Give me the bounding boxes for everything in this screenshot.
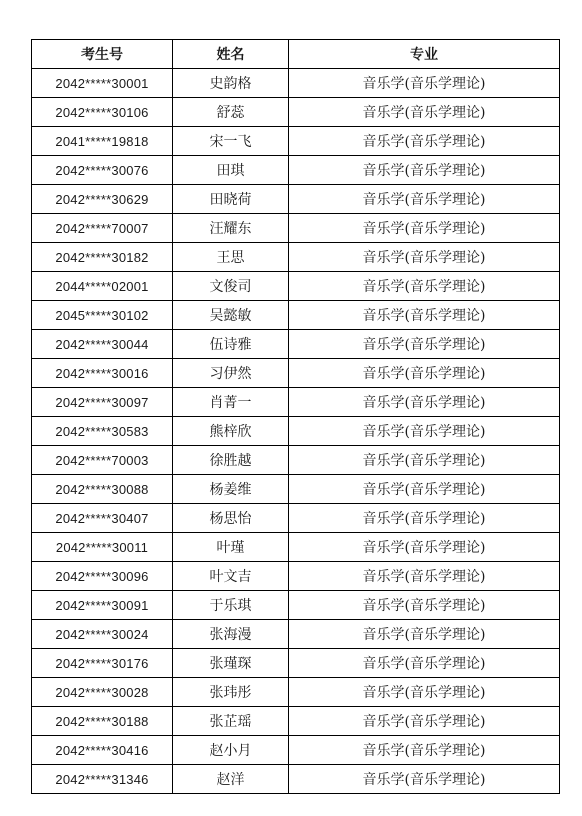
cell-name: 赵洋 (173, 765, 289, 794)
cell-major: 音乐学(音乐学理论) (289, 69, 560, 98)
cell-name: 宋一飞 (173, 127, 289, 156)
cell-exam-number: 2042*****30016 (32, 359, 173, 388)
cell-exam-number: 2042*****30091 (32, 591, 173, 620)
cell-name: 叶文吉 (173, 562, 289, 591)
cell-name: 史韵格 (173, 69, 289, 98)
cell-major: 音乐学(音乐学理论) (289, 301, 560, 330)
table-row (32, 562, 560, 591)
cell-name: 田琪 (173, 156, 289, 185)
cell-exam-number: 2042*****30097 (32, 388, 173, 417)
header-major: 专业 (289, 40, 560, 69)
cell-major: 音乐学(音乐学理论) (289, 185, 560, 214)
cell-name: 张瑾琛 (173, 649, 289, 678)
cell-name: 叶瑾 (173, 533, 289, 562)
cell-name: 文俊司 (173, 272, 289, 301)
table-body (32, 69, 560, 794)
cell-name: 张芷瑶 (173, 707, 289, 736)
cell-exam-number: 2042*****30044 (32, 330, 173, 359)
cell-exam-number: 2042*****30583 (32, 417, 173, 446)
cell-name: 田晓荷 (173, 185, 289, 214)
cell-exam-number: 2045*****30102 (32, 301, 173, 330)
table-row (32, 69, 560, 98)
cell-exam-number: 2042*****30001 (32, 69, 173, 98)
cell-exam-number: 2042*****30188 (32, 707, 173, 736)
table-row (32, 156, 560, 185)
table-row (32, 417, 560, 446)
cell-major: 音乐学(音乐学理论) (289, 98, 560, 127)
table-row (32, 388, 560, 417)
table-row (32, 359, 560, 388)
cell-major: 音乐学(音乐学理论) (289, 243, 560, 272)
cell-name: 吴懿敏 (173, 301, 289, 330)
cell-exam-number: 2042*****31346 (32, 765, 173, 794)
cell-major: 音乐学(音乐学理论) (289, 127, 560, 156)
cell-major: 音乐学(音乐学理论) (289, 649, 560, 678)
table-row (32, 504, 560, 533)
table-row (32, 707, 560, 736)
cell-exam-number: 2042*****30629 (32, 185, 173, 214)
cell-major: 音乐学(音乐学理论) (289, 359, 560, 388)
table-row (32, 214, 560, 243)
cell-exam-number: 2042*****30028 (32, 678, 173, 707)
header-exam-number: 考生号 (32, 40, 173, 69)
cell-major: 音乐学(音乐学理论) (289, 156, 560, 185)
cell-exam-number: 2042*****30096 (32, 562, 173, 591)
roster-sheet (31, 39, 559, 794)
cell-major: 音乐学(音乐学理论) (289, 446, 560, 475)
table-header (32, 40, 560, 69)
cell-name: 张玮彤 (173, 678, 289, 707)
cell-major: 音乐学(音乐学理论) (289, 417, 560, 446)
table-row (32, 620, 560, 649)
cell-name: 杨思怡 (173, 504, 289, 533)
cell-exam-number: 2042*****30088 (32, 475, 173, 504)
cell-major: 音乐学(音乐学理论) (289, 678, 560, 707)
cell-exam-number: 2042*****30182 (32, 243, 173, 272)
cell-exam-number: 2042*****70007 (32, 214, 173, 243)
cell-name: 于乐琪 (173, 591, 289, 620)
table-row (32, 533, 560, 562)
cell-major: 音乐学(音乐学理论) (289, 707, 560, 736)
cell-name: 习伊然 (173, 359, 289, 388)
cell-exam-number: 2042*****30176 (32, 649, 173, 678)
table-row (32, 591, 560, 620)
cell-name: 赵小月 (173, 736, 289, 765)
cell-name: 张海漫 (173, 620, 289, 649)
cell-exam-number: 2041*****19818 (32, 127, 173, 156)
cell-name: 熊梓欣 (173, 417, 289, 446)
cell-major: 音乐学(音乐学理论) (289, 214, 560, 243)
cell-name: 肖菁一 (173, 388, 289, 417)
cell-major: 音乐学(音乐学理论) (289, 765, 560, 794)
cell-major: 音乐学(音乐学理论) (289, 620, 560, 649)
roster-table (31, 39, 560, 794)
table-row (32, 185, 560, 214)
table-row (32, 272, 560, 301)
cell-name: 徐胜越 (173, 446, 289, 475)
table-row (32, 301, 560, 330)
table-row (32, 446, 560, 475)
cell-exam-number: 2042*****30076 (32, 156, 173, 185)
cell-name: 伍诗雅 (173, 330, 289, 359)
cell-exam-number: 2042*****30407 (32, 504, 173, 533)
cell-major: 音乐学(音乐学理论) (289, 330, 560, 359)
cell-major: 音乐学(音乐学理论) (289, 736, 560, 765)
table-row (32, 127, 560, 156)
table-row (32, 678, 560, 707)
cell-exam-number: 2044*****02001 (32, 272, 173, 301)
table-row (32, 736, 560, 765)
cell-major: 音乐学(音乐学理论) (289, 591, 560, 620)
header-row (32, 40, 560, 69)
cell-major: 音乐学(音乐学理论) (289, 504, 560, 533)
cell-exam-number: 2042*****30106 (32, 98, 173, 127)
table-row (32, 649, 560, 678)
cell-name: 舒蕊 (173, 98, 289, 127)
cell-name: 王思 (173, 243, 289, 272)
cell-major: 音乐学(音乐学理论) (289, 533, 560, 562)
table-row (32, 475, 560, 504)
table-row (32, 98, 560, 127)
cell-name: 汪耀东 (173, 214, 289, 243)
table-row (32, 243, 560, 272)
table-row (32, 330, 560, 359)
cell-exam-number: 2042*****30416 (32, 736, 173, 765)
cell-exam-number: 2042*****30024 (32, 620, 173, 649)
header-name: 姓名 (173, 40, 289, 69)
cell-major: 音乐学(音乐学理论) (289, 272, 560, 301)
cell-exam-number: 2042*****30011 (32, 533, 173, 562)
cell-name: 杨姜维 (173, 475, 289, 504)
cell-major: 音乐学(音乐学理论) (289, 475, 560, 504)
cell-exam-number: 2042*****70003 (32, 446, 173, 475)
cell-major: 音乐学(音乐学理论) (289, 562, 560, 591)
table-row (32, 765, 560, 794)
cell-major: 音乐学(音乐学理论) (289, 388, 560, 417)
